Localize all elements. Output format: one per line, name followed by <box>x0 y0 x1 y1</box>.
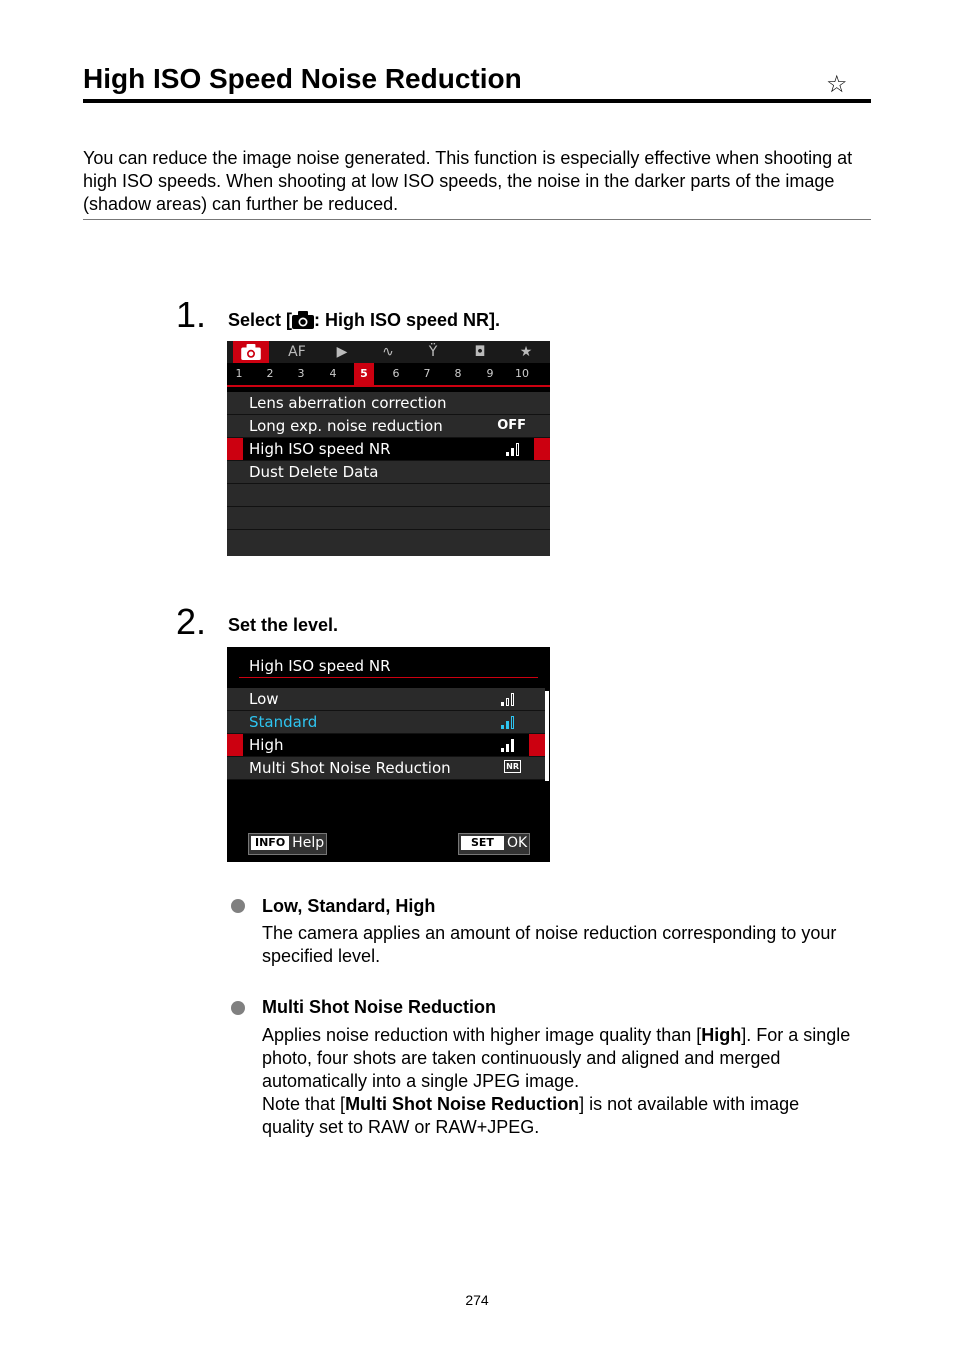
page-10[interactable]: 10 <box>515 367 529 380</box>
menu-item-long-exp-nr[interactable] <box>227 415 550 438</box>
page-1[interactable]: 1 <box>235 367 243 380</box>
bullet-1-heading: Low, Standard, High <box>262 896 436 916</box>
page-3[interactable]: 3 <box>297 367 305 380</box>
bullet-2-body <box>262 1024 852 1139</box>
menu-item-label: Dust Delete Data <box>249 463 379 481</box>
camera-icon <box>292 311 314 329</box>
bullet-2-text: ] is not available with image quality set to RAW or RAW+JPEG. <box>262 1094 800 1137</box>
page-9[interactable]: 9 <box>486 367 494 380</box>
page-2[interactable]: 2 <box>266 367 274 380</box>
info-tag: INFO <box>251 836 289 850</box>
option-label: Standard <box>249 713 318 731</box>
set-tag: SET <box>461 836 504 850</box>
menu-screen <box>227 341 550 556</box>
tab-my-menu[interactable]: ★ <box>519 344 533 360</box>
page-number-bar <box>227 363 550 387</box>
step-2-text: Set the level. <box>228 615 339 635</box>
bullet-dot <box>231 1001 245 1015</box>
help-label: Help <box>292 835 325 851</box>
level-high-icon <box>501 739 519 752</box>
page-8[interactable]: 8 <box>454 367 462 380</box>
level-low-icon <box>501 693 519 706</box>
bullet-1-body: The camera applies an amount of noise reduction corresponding to your specified level. <box>262 923 837 966</box>
menu-item-high-iso-nr[interactable] <box>227 438 550 461</box>
menu-item-label: Lens aberration correction <box>249 394 447 412</box>
star-icon: ☆ <box>826 70 848 98</box>
bullet-2-text: Note that [ <box>262 1094 346 1114</box>
option-label: High <box>249 736 284 754</box>
page-4[interactable]: 4 <box>329 367 337 380</box>
camera-icon <box>241 344 261 360</box>
bullet-2-text: ]. For a single photo, four shots are taken continuously and aligned and merged automatically into a single JPEG image. <box>262 1025 851 1091</box>
page-7[interactable]: 7 <box>423 367 431 380</box>
option-multi-shot-nr[interactable] <box>227 757 545 780</box>
bullet-2-heading: Multi Shot Noise Reduction <box>262 997 496 1017</box>
scrollbar[interactable] <box>545 691 549 781</box>
title-rule <box>83 99 871 103</box>
tab-af[interactable]: AF <box>288 344 306 360</box>
menu-item-empty <box>227 484 550 507</box>
tab-custom-functions[interactable]: ◘ <box>474 344 486 360</box>
page-6[interactable]: 6 <box>392 367 400 380</box>
intro-rule <box>83 219 871 220</box>
menu-item-empty <box>227 507 550 530</box>
tab-bar <box>227 341 550 363</box>
step-1-text-prefix: Select [ <box>228 310 293 330</box>
tab-setup[interactable]: Ÿ <box>428 344 438 360</box>
bullet-2-bold: High <box>701 1025 742 1045</box>
help-button[interactable] <box>248 833 327 855</box>
level-screen-header <box>227 647 550 687</box>
menu-item-value: OFF <box>497 418 526 433</box>
step-2-number: 2. <box>176 601 207 642</box>
step-1-number: 1. <box>176 294 207 335</box>
level-screen-title: High ISO speed NR <box>249 657 391 675</box>
multi-shot-nr-icon: NR <box>506 762 519 771</box>
level-screen <box>227 647 550 862</box>
level-standard-icon <box>501 716 519 729</box>
option-low[interactable] <box>227 688 545 711</box>
menu-item-empty <box>227 530 550 556</box>
option-label: Low <box>249 690 279 708</box>
page-title: High ISO Speed Noise Reduction <box>83 63 522 94</box>
option-label: Multi Shot Noise Reduction <box>249 759 451 777</box>
bullet-2-bold: Multi Shot Noise Reduction <box>345 1094 580 1114</box>
menu-item-label: Long exp. noise reduction <box>249 417 443 435</box>
tab-wireless[interactable]: ∿ <box>382 344 394 360</box>
menu-item-dust-delete-data[interactable] <box>227 461 550 484</box>
page-number: 274 <box>465 1292 489 1308</box>
step-1-text-suffix: : High ISO speed NR]. <box>314 310 501 330</box>
bullet-dot <box>231 899 245 913</box>
option-high[interactable] <box>227 734 545 757</box>
step-1-text <box>228 310 500 331</box>
ok-button[interactable] <box>458 833 530 855</box>
bullet-2-text: Applies noise reduction with higher image quality than [ <box>262 1025 702 1045</box>
menu-item-label: High ISO speed NR <box>249 440 391 458</box>
page-5[interactable]: 5 <box>354 363 374 385</box>
ok-label: OK <box>506 835 528 851</box>
tab-shooting[interactable] <box>233 341 269 363</box>
tab-playback[interactable]: ▶ <box>336 344 348 360</box>
option-standard[interactable] <box>227 711 545 734</box>
intro-text: You can reduce the image noise generated. This function is especially effective when shooting at high ISO speeds. When shooting at low ISO speeds, the noise in the darker parts of the image (shadow areas) can further be reduced. <box>83 148 853 214</box>
menu-item-lens-aberration[interactable] <box>227 392 550 415</box>
level-standard-icon <box>506 443 524 456</box>
